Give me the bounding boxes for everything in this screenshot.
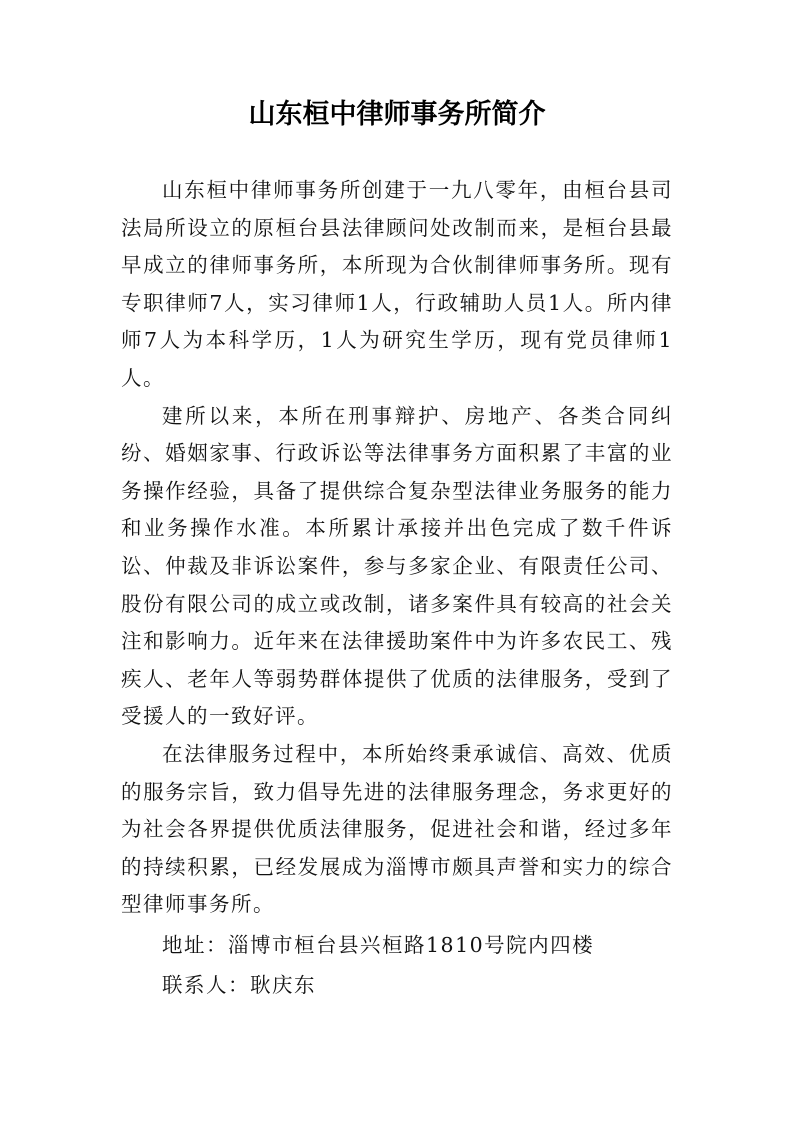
paragraph-founding: 山东桓中律师事务所创建于一九八零年，由桓台县司法局所设立的原桓台县法律顾问处改制而来，是桓台县最早成立的律师事务所，本所现为合伙制律师事务所。现有专职律师7人，实习律师1人，行政辅助人员1人。所内律师7人为本科学历，1人为研究生学历，现有党员律师1人。	[121, 178, 673, 390]
paragraph-service: 在法律服务过程中，本所始终秉承诚信、高效、优质的服务宗旨，致力倡导先进的法律服务理念，务求更好的为社会各界提供优质法律服务，促进社会和谐，经过多年的持续积累，已经发展成为淄博市颇具声誉和实力的综合型律师事务所。	[121, 741, 673, 917]
paragraph-experience: 建所以来，本所在刑事辩护、房地产、各类合同纠纷、婚姻家事、行政诉讼等法律事务方面积累了丰富的业务操作经验，具备了提供综合复杂型法律业务服务的能力和业务操作水准。本所累计承接并出色完成了数千件诉讼、仲裁及非诉讼案件，参与多家企业、有限责任公司、股份有限公司的成立或改制，诸多案件具有较高的社会关注和影响力。近年来在法律援助案件中为许多农民工、残疾人、老年人等弱势群体提供了优质的法律服务，受到了受援人的一致好评。	[121, 403, 673, 729]
contact-line: 联系人：耿庆东	[162, 973, 316, 998]
document-body	[121, 172, 673, 1005]
page-title: 山东桓中律师事务所简介	[248, 99, 546, 130]
address-line: 地址：淄博市桓台县兴桓路1810号院内四楼	[162, 932, 595, 957]
